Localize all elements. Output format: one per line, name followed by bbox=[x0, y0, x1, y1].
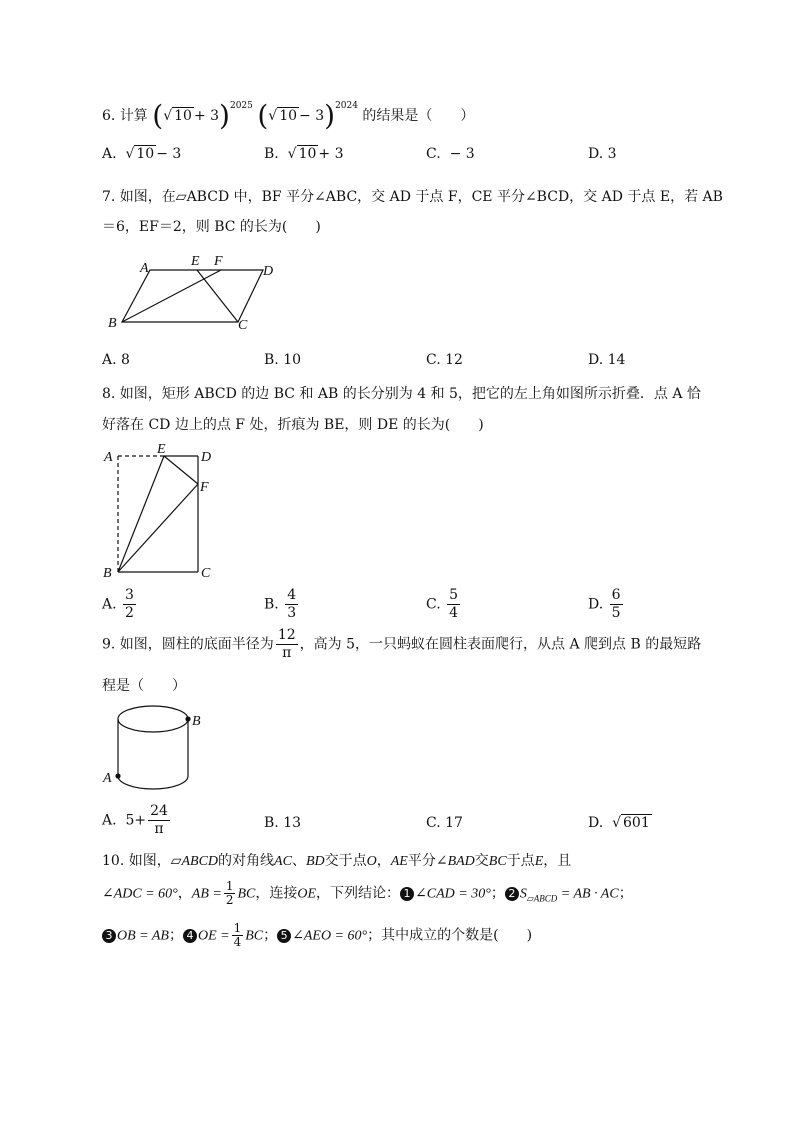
q6-exponent-2: 2024 bbox=[335, 101, 358, 111]
q9-radius-fraction: $\frac{12}{\pi}$ bbox=[277, 627, 296, 661]
q8-label-c: C bbox=[201, 566, 211, 581]
q9-option-d[interactable]: D. √ 601 bbox=[588, 815, 650, 831]
conclusion-1-marker: 1 bbox=[400, 887, 414, 901]
q6-sqrt-2: √ 10 bbox=[268, 108, 298, 124]
conclusion-4-marker: 4 bbox=[183, 929, 197, 943]
q9-cylinder-figure bbox=[100, 700, 210, 795]
q9-point-b bbox=[185, 716, 190, 721]
q6-option-c[interactable]: C. − 3 bbox=[426, 146, 475, 162]
q7-label-a: A bbox=[140, 261, 149, 276]
q8-option-b[interactable]: B. $\frac{4}{3}$ bbox=[264, 587, 297, 621]
q9-stem-line2: 程是（ ） bbox=[102, 678, 186, 694]
q8-stem-line2: 好落在 CD 边上的点 F 处，折痕为 BE，则 DE 的长为( ) bbox=[102, 417, 484, 433]
q7-label-e: E bbox=[191, 254, 200, 269]
conclusion-2-marker: 2 bbox=[505, 887, 519, 901]
q9-option-c[interactable]: C. 17 bbox=[426, 815, 463, 831]
q7-stem-line2: ＝6，EF＝2，则 BC 的长为( ) bbox=[102, 219, 321, 235]
q8-option-c[interactable]: C. $\frac{5}{4}$ bbox=[426, 587, 459, 621]
q9-cylinder-bottom bbox=[118, 776, 188, 789]
q9-point-a bbox=[115, 773, 120, 778]
conclusion-5-marker: 5 bbox=[277, 929, 291, 943]
q8-label-f: F bbox=[200, 480, 209, 495]
q7-option-b[interactable]: B. 10 bbox=[264, 352, 302, 368]
q7-label-b: B bbox=[108, 316, 117, 331]
q6-calc-word: 计算 bbox=[119, 108, 148, 124]
conclusion-3-marker: 3 bbox=[102, 929, 116, 943]
q7-label-f: F bbox=[214, 254, 223, 269]
q9-option-a[interactable]: A. 5+ $\frac{24}{\pi}$ bbox=[102, 803, 168, 837]
q8-crease-be bbox=[118, 456, 164, 572]
q6-option-a[interactable]: A. √ 10 − 3 bbox=[102, 146, 182, 162]
q8-line-ef bbox=[164, 456, 198, 484]
q6-option-b[interactable]: B. √ 10 + 3 bbox=[264, 146, 344, 162]
q6-number: 6. bbox=[102, 108, 116, 124]
q6-minus3: − 3 bbox=[299, 108, 325, 124]
q7-option-a[interactable]: A. 8 bbox=[102, 352, 130, 368]
q10-stem-line2: ∠ADC = 60°，AB = $\frac{1}{2}$ BC，连接OE，下列结论： 1 ∠CAD = 30°； 2 $S_{▱ABCD}$ = AB · AC； bbox=[102, 879, 633, 907]
q6-option-d[interactable]: D. 3 bbox=[588, 146, 617, 162]
q8-label-d: D bbox=[201, 450, 212, 465]
q7-line-bf bbox=[122, 270, 221, 322]
q10-stem-line1: 10. 如图，▱ABCD的对角线AC、BD交于点O，AE平分∠BAD交BC于点E，且 bbox=[102, 853, 572, 869]
q8-line-bf bbox=[118, 484, 198, 572]
q8-option-d[interactable]: D. $\frac{6}{5}$ bbox=[588, 587, 621, 621]
q7-option-c[interactable]: C. 12 bbox=[426, 352, 463, 368]
q6-sqrt-1: √ 10 bbox=[163, 108, 192, 124]
q6-exponent-1: 2025 bbox=[229, 101, 253, 111]
q9-option-b[interactable]: B. 13 bbox=[264, 815, 302, 831]
q7-label-c: C bbox=[238, 318, 248, 333]
q7-line-ce bbox=[197, 270, 238, 322]
q6-tail: 的结果是（ ） bbox=[362, 108, 475, 124]
q7-option-d[interactable]: D. 14 bbox=[588, 352, 626, 368]
q6-stem: 6. 计算 (√ 10 + 3)$^{2025}$ (√ 10 − 3)$^{2024}$ 的结果是（ ） bbox=[102, 99, 475, 132]
q8-label-b: B bbox=[103, 566, 112, 581]
q7-label-d: D bbox=[263, 264, 274, 279]
q9-stem-line1: 9. 如图，圆柱的底面半径为 $\frac{12}{\pi}$ ，高为 5，一只蚂蚁在圆柱表面爬行，从点 A 爬到点 B 的最短路 bbox=[102, 627, 702, 661]
q7-parallelogram-figure bbox=[100, 250, 290, 335]
q6-plus3: + 3 bbox=[193, 108, 220, 124]
q10-stem-line3: 3 OB = AB； 4 OE = $\frac{1}{4}$ BC； 5 ∠AEO = 60°；其中成立的个数是( ) bbox=[102, 922, 532, 949]
q8-label-a: A bbox=[104, 450, 113, 465]
q7-stem-line1: 7. 如图，在▱ABCD 中，BF 平分∠ABC，交 AD 于点 F，CE 平分∠BCD，交 AD 于点 E，若 AB bbox=[102, 189, 723, 205]
q9-cylinder-top bbox=[118, 706, 188, 732]
q8-option-a[interactable]: A. $\frac{3}{2}$ bbox=[102, 587, 134, 621]
q8-stem-line1: 8. 如图，矩形 ABCD 的边 BC 和 AB 的长分别为 4 和 5，把它的左上角如图所示折叠．点 A 恰 bbox=[102, 386, 701, 402]
q9-label-a: A bbox=[103, 771, 112, 786]
q7-parallelogram bbox=[122, 270, 263, 322]
q8-label-e: E bbox=[157, 442, 166, 457]
q8-rectangle-figure bbox=[100, 440, 220, 585]
q9-label-b: B bbox=[192, 714, 201, 729]
